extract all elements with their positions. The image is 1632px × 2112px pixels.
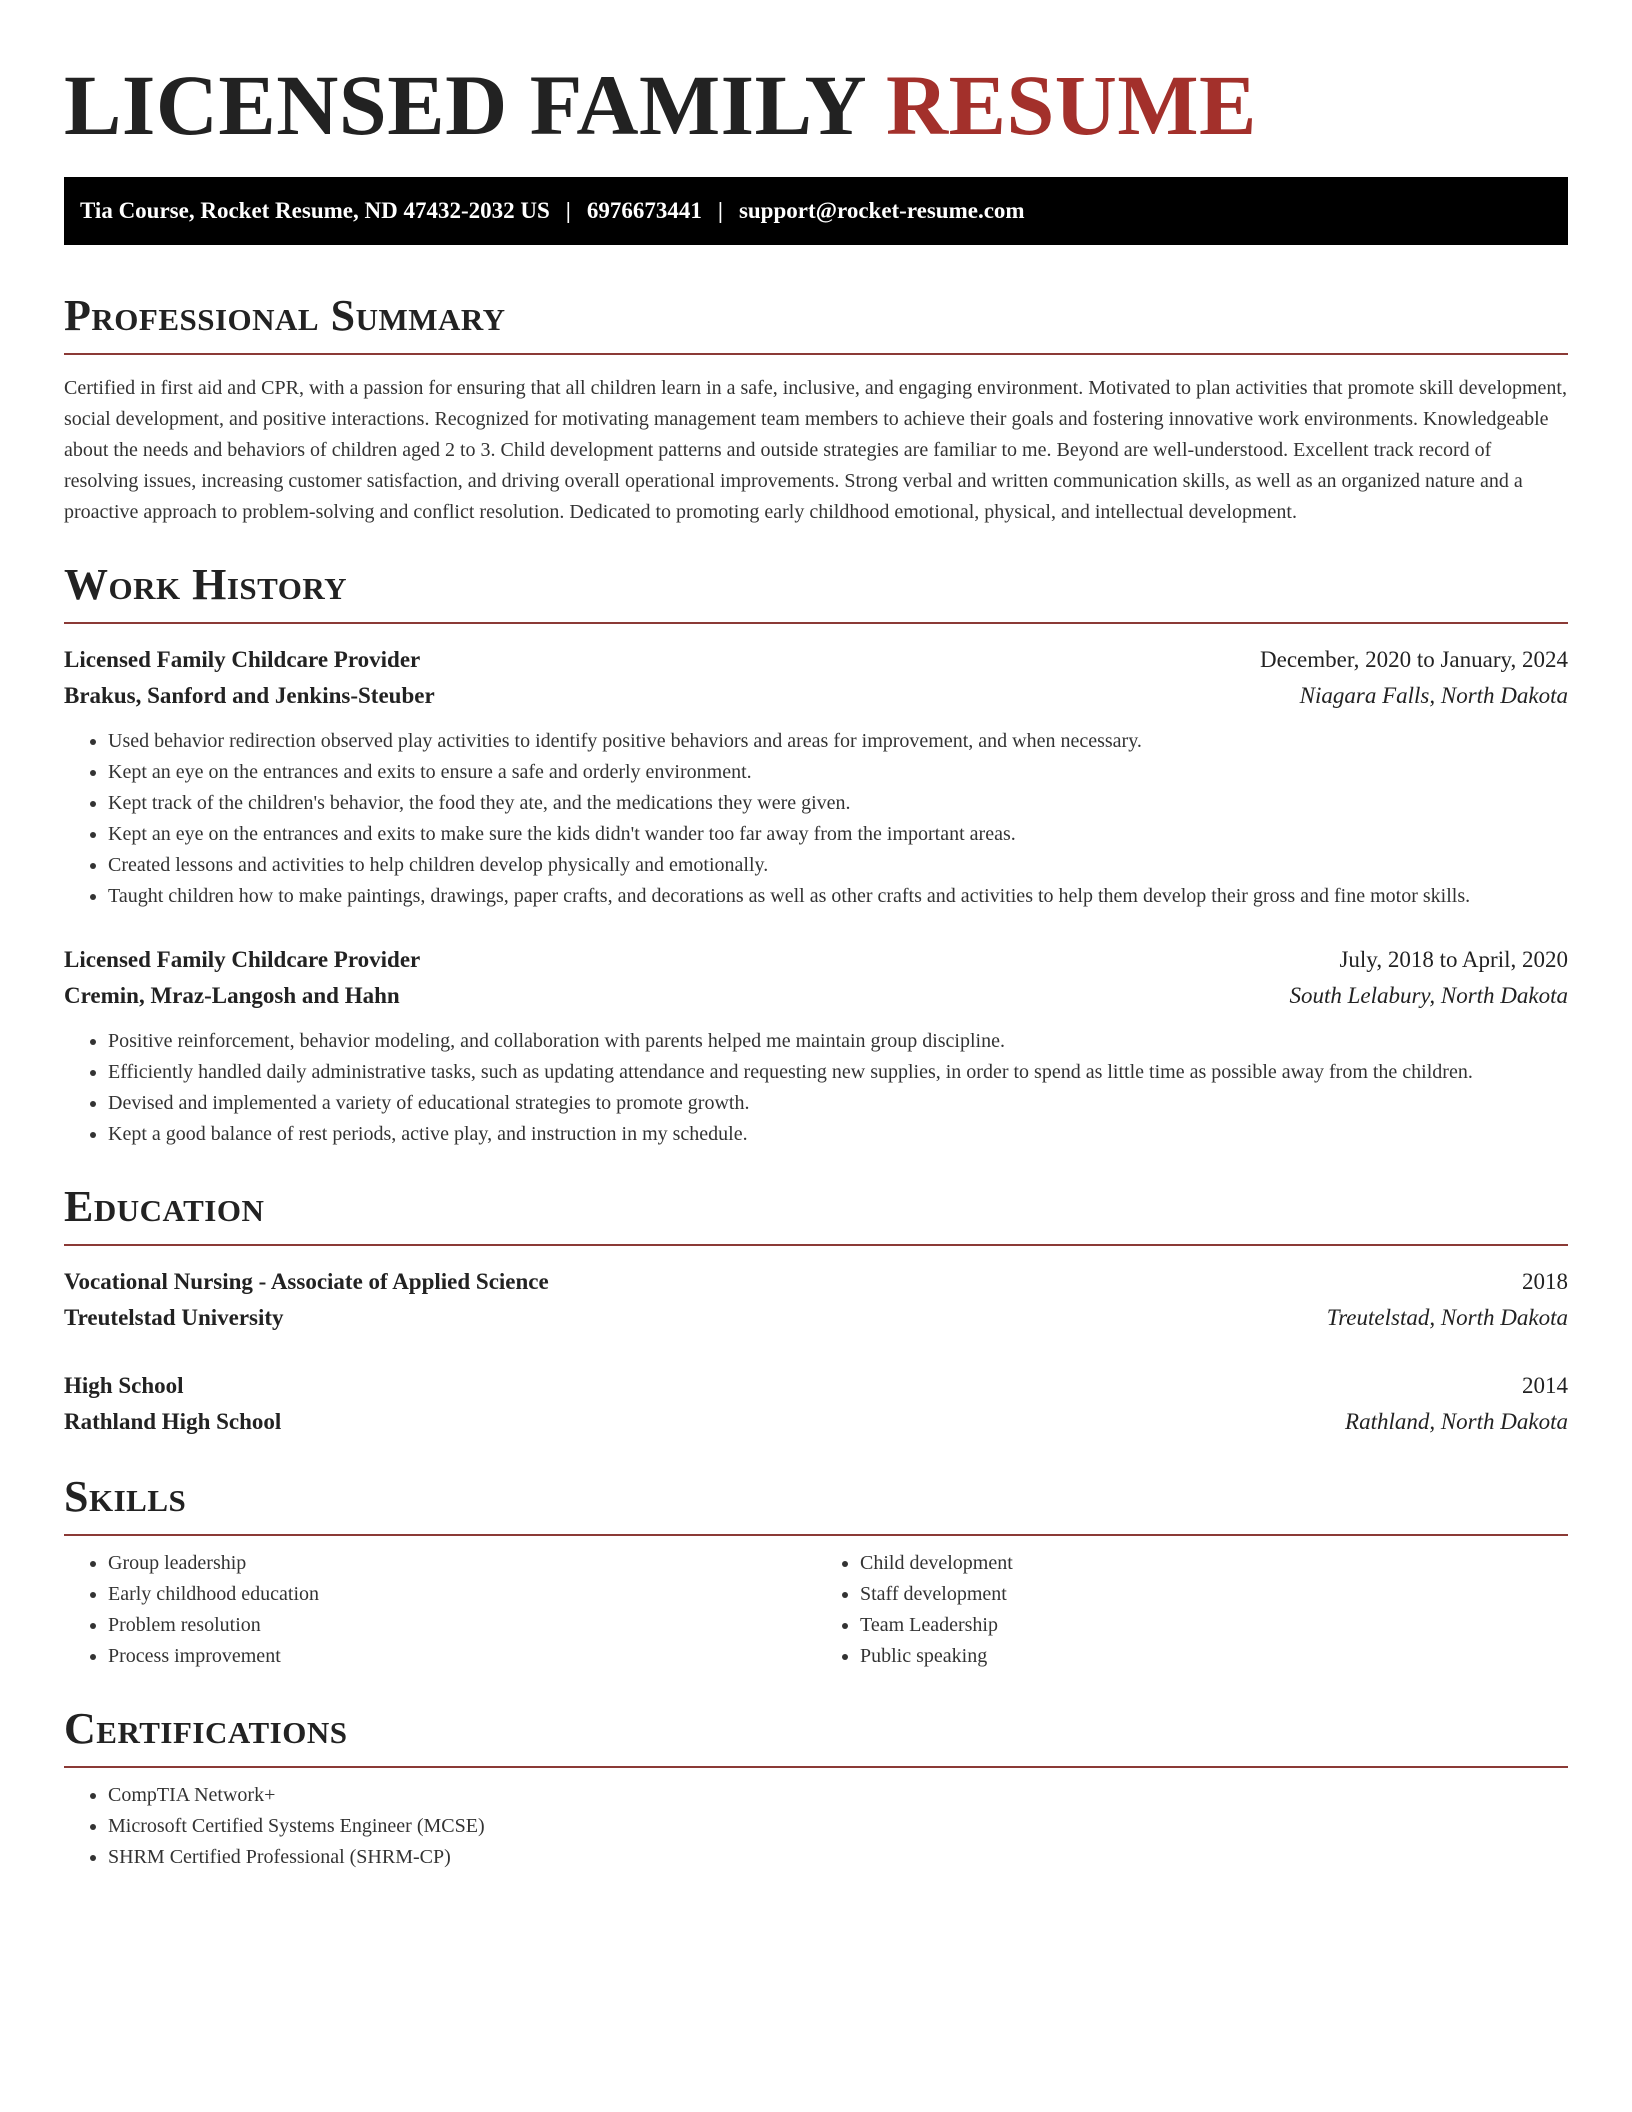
education-degree-row xyxy=(64,1264,1568,1300)
skill-item: • Group leadership xyxy=(108,1548,816,1579)
job-entry xyxy=(64,642,1568,912)
resume-title-main: LICENSED FAMILY xyxy=(64,57,886,153)
skill-item: • Child development xyxy=(860,1548,1568,1579)
skills-heading: Skills xyxy=(64,1472,187,1521)
job-location: Niagara Falls, North Dakota xyxy=(1299,683,1568,708)
resume-title xyxy=(64,55,1568,155)
contact-address: Tia Course, Rocket Resume, ND 47432-2032 US xyxy=(80,198,550,223)
education-school: Treutelstad University xyxy=(64,1305,284,1330)
job-duty: • Created lessons and activities to help children develop physically and emotionally. xyxy=(108,850,1568,881)
job-title: Licensed Family Childcare Provider xyxy=(64,647,421,672)
job-duty: • Used behavior redirection observed play activities to identify positive behaviors and areas for improvement, and when necessary. xyxy=(108,726,1568,757)
section-divider xyxy=(64,622,1568,624)
job-company-row xyxy=(64,978,1568,1014)
job-duties-list xyxy=(64,726,1568,912)
job-dates: July, 2018 to April, 2020 xyxy=(1339,947,1568,972)
education-school: Rathland High School xyxy=(64,1409,282,1434)
education-year: 2018 xyxy=(1522,1269,1568,1294)
resume-title-accent: RESUME xyxy=(885,57,1257,153)
certifications-list xyxy=(64,1780,1568,1873)
job-location: South Lelabury, North Dakota xyxy=(1289,983,1568,1008)
contact-separator: | xyxy=(717,198,723,223)
job-company-row xyxy=(64,678,1568,714)
skill-item: • Staff development xyxy=(860,1579,1568,1610)
section-divider xyxy=(64,1244,1568,1246)
job-header-row xyxy=(64,642,1568,678)
job-duty: • Devised and implemented a variety of educational strategies to promote growth. xyxy=(108,1088,1568,1119)
job-duty: • Kept track of the children's behavior, the food they ate, and the medications they were given. xyxy=(108,788,1568,819)
education-degree-row xyxy=(64,1368,1568,1404)
certification-item: • SHRM Certified Professional (SHRM-CP) xyxy=(108,1842,1568,1873)
job-company: Brakus, Sanford and Jenkins-Steuber xyxy=(64,683,435,708)
certification-item: • CompTIA Network+ xyxy=(108,1780,1568,1811)
education-year: 2014 xyxy=(1522,1373,1568,1398)
job-company: Cremin, Mraz-Langosh and Hahn xyxy=(64,983,400,1008)
work-history-heading: Work History xyxy=(64,560,348,609)
education-degree: High School xyxy=(64,1373,184,1398)
job-entry xyxy=(64,942,1568,1150)
section-divider xyxy=(64,1766,1568,1768)
education-entry xyxy=(64,1264,1568,1336)
education-school-row xyxy=(64,1404,1568,1440)
education-heading: Education xyxy=(64,1182,265,1231)
skills-list-right xyxy=(816,1548,1568,1672)
education-entry xyxy=(64,1368,1568,1440)
contact-phone: 6976673441 xyxy=(586,198,702,223)
job-duty: • Kept an eye on the entrances and exits to make sure the kids didn't wander too far away from the important areas. xyxy=(108,819,1568,850)
skill-item: • Team Leadership xyxy=(860,1610,1568,1641)
summary-text: Certified in first aid and CPR, with a passion for ensuring that all children learn in a safe, inclusive, and engaging environment. Motivated to plan activities that promote skill development, social development, and positive interactions. Recognized for motivating management team members to achieve their goals and fostering innovative work environments. Knowledgeable about the needs and behaviors of children aged 2 to 3. Child development patterns and outside strategies are familiar to me. Beyond are well-understood. Excellent track record of resolving issues, increasing customer satisfaction, and driving overall operational improvements. Strong verbal and written communication skills, as well as an organized nature and a proactive approach to problem-solving and conflict resolution. Dedicated to promoting early childhood emotional, physical, and intellectual development. xyxy=(64,377,1567,523)
section-divider xyxy=(64,1534,1568,1536)
contact-separator: | xyxy=(565,198,571,223)
section-divider xyxy=(64,353,1568,355)
skill-item: • Problem resolution xyxy=(108,1610,816,1641)
education-location: Treutelstad, North Dakota xyxy=(1326,1305,1568,1330)
skills-list-left xyxy=(64,1548,816,1672)
job-duty: • Kept an eye on the entrances and exits to ensure a safe and orderly environment. xyxy=(108,757,1568,788)
skill-item: • Process improvement xyxy=(108,1641,816,1672)
education-location: Rathland, North Dakota xyxy=(1345,1409,1568,1434)
skill-item: • Public speaking xyxy=(860,1641,1568,1672)
job-header-row xyxy=(64,942,1568,978)
job-duties-list xyxy=(64,1026,1568,1150)
job-duty: • Efficiently handled daily administrative tasks, such as updating attendance and requesting new supplies, in order to spend as little time as possible away from the children. xyxy=(108,1057,1568,1088)
education-school-row xyxy=(64,1300,1568,1336)
certifications-heading: Certifications xyxy=(64,1704,348,1753)
skills-grid xyxy=(64,1548,1568,1672)
skill-item: • Early childhood education xyxy=(108,1579,816,1610)
contact-email: support@rocket-resume.com xyxy=(738,198,1025,223)
summary-heading: Professional Summary xyxy=(64,291,506,340)
job-dates: December, 2020 to January, 2024 xyxy=(1260,647,1568,672)
job-duty: • Positive reinforcement, behavior modeling, and collaboration with parents helped me maintain group discipline. xyxy=(108,1026,1568,1057)
certification-item: • Microsoft Certified Systems Engineer (MCSE) xyxy=(108,1811,1568,1842)
job-title: Licensed Family Childcare Provider xyxy=(64,947,421,972)
job-duty: • Kept a good balance of rest periods, active play, and instruction in my schedule. xyxy=(108,1119,1568,1150)
contact-bar xyxy=(64,177,1568,245)
job-duty: • Taught children how to make paintings, drawings, paper crafts, and decorations as well as other crafts and activities to help them develop their gross and fine motor skills. xyxy=(108,881,1568,912)
education-degree: Vocational Nursing - Associate of Applied Science xyxy=(64,1269,549,1294)
